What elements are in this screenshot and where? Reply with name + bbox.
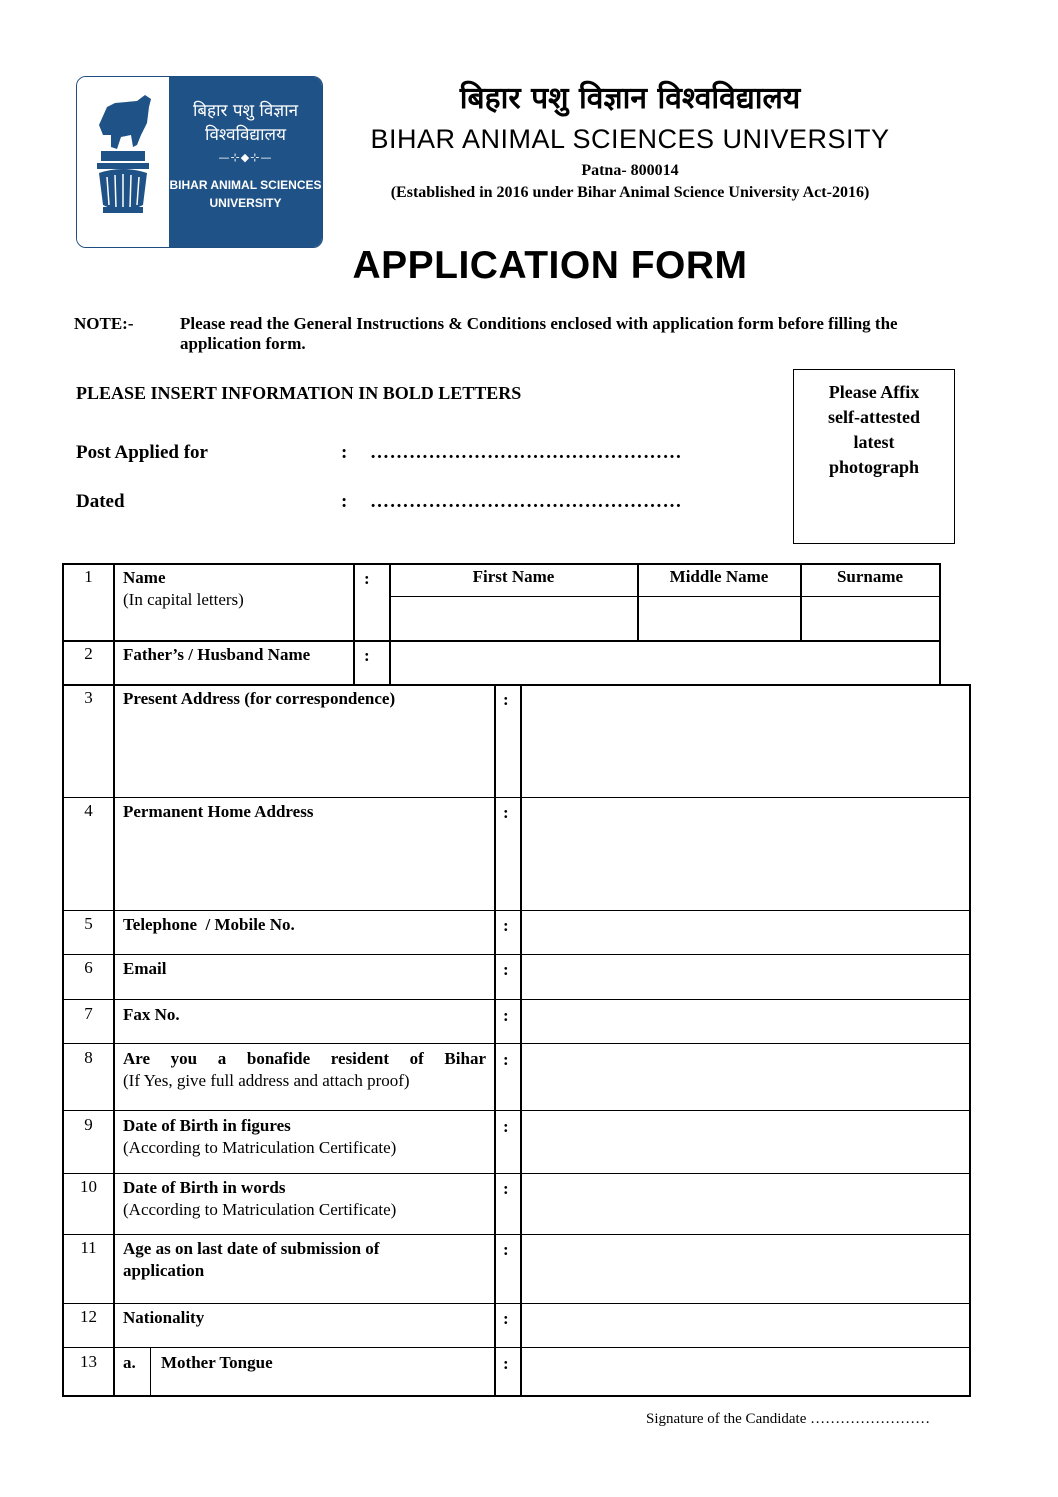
row-number: 11 [80, 1238, 97, 1257]
middle-name-field[interactable] [639, 598, 799, 639]
row-number: 9 [84, 1115, 93, 1134]
row-number: 2 [84, 644, 93, 663]
logo-text-panel [169, 77, 322, 247]
telephone-label: Telephone / Mobile No. [123, 915, 295, 934]
dated-label: Dated [76, 491, 125, 512]
dob-figures-label-text: Date of Birth in figures [123, 1116, 291, 1135]
university-address: Patna- 800014 [581, 162, 679, 179]
email-colon: : [503, 960, 509, 979]
first-name-field[interactable] [391, 598, 636, 639]
bihar-resident-label-sub: (If Yes, give full address and attach proof) [123, 1071, 410, 1090]
nationality-field[interactable] [522, 1305, 968, 1346]
present-address-field[interactable] [522, 686, 968, 796]
surname-field[interactable] [802, 598, 938, 639]
bold-letters-instruction: PLEASE INSERT INFORMATION IN BOLD LETTERS [76, 383, 522, 403]
row-number: 3 [84, 688, 93, 707]
university-hindi-title: बिहार पशु विज्ञान विश्वविद्यालय [459, 81, 801, 116]
dob-figures-field[interactable] [522, 1112, 968, 1172]
dob-figures-label [123, 1115, 488, 1159]
mother-tongue-label: Mother Tongue [161, 1353, 273, 1372]
logo-ornament: —⊹◆⊹— [218, 151, 273, 164]
email-label: Email [123, 959, 167, 978]
row-number: 13 [80, 1352, 97, 1371]
dob-words-field[interactable] [522, 1175, 968, 1233]
photo-box-line1: Please Affix [828, 382, 920, 402]
row-number: 5 [84, 914, 93, 933]
fax-field[interactable] [522, 1001, 968, 1042]
post-applied-colon: : [341, 442, 348, 463]
dated-colon: : [341, 491, 348, 512]
post-applied-field[interactable]: ………………………………………… [370, 442, 682, 463]
sub-letter-a: a. [123, 1353, 136, 1372]
first-name-header: First Name [472, 567, 555, 586]
row-number: 1 [84, 567, 93, 586]
row-number: 6 [84, 958, 93, 977]
surname-header: Surname [836, 567, 904, 586]
permanent-address-field[interactable] [522, 799, 968, 909]
telephone-field[interactable] [522, 912, 968, 953]
note-text: Please read the General Instructions & Conditions enclosed with application form before filling the application form. [180, 314, 898, 353]
present-address-label: Present Address (for correspondence) [123, 689, 396, 708]
bihar-resident-colon: : [503, 1050, 509, 1069]
dob-words-label-text: Date of Birth in words [123, 1178, 286, 1197]
name-colon: : [364, 569, 370, 588]
permanent-address-colon: : [503, 803, 509, 822]
fax-label: Fax No. [123, 1005, 180, 1024]
dated-field[interactable]: ………………………………………… [370, 491, 682, 512]
university-logo [76, 76, 323, 248]
father-husband-name-label: Father’s / Husband Name [123, 645, 311, 664]
form-title: APPLICATION FORM [352, 244, 748, 287]
bihar-resident-label-text: Are you a bonafide resident of Bihar [123, 1049, 486, 1068]
dob-words-label [123, 1177, 488, 1221]
name-label [123, 567, 351, 611]
logo-hindi-line2: विश्वविद्यालय [205, 125, 286, 145]
row-number: 8 [84, 1048, 93, 1067]
logo-english-line1: BIHAR ANIMAL SCIENCES [169, 178, 322, 192]
university-english-title: BIHAR ANIMAL SCIENCES UNIVERSITY [370, 124, 890, 154]
name-label-sub: (In capital letters) [123, 590, 244, 609]
dob-figures-label-sub: (According to Matriculation Certificate) [123, 1138, 397, 1157]
logo-hindi-line1: बिहार पशु विज्ञान [192, 101, 299, 121]
father-husband-name-field[interactable] [391, 642, 938, 683]
candidate-signature-line[interactable]: Signature of the Candidate …………………… [646, 1411, 931, 1427]
row-number: 10 [80, 1177, 97, 1196]
dob-words-colon: : [503, 1179, 509, 1198]
name-label-text: Name [123, 568, 166, 587]
age-field[interactable] [522, 1236, 968, 1302]
telephone-colon: : [503, 916, 509, 935]
row-number: 7 [84, 1004, 93, 1023]
permanent-address-label: Permanent Home Address [123, 802, 314, 821]
photo-box[interactable] [793, 369, 955, 544]
dob-figures-colon: : [503, 1117, 509, 1136]
bihar-resident-label [123, 1048, 486, 1092]
photo-box-line3: latest [853, 432, 895, 452]
photo-box-line4: photograph [828, 457, 920, 477]
photo-box-line2: self-attested [828, 407, 920, 427]
present-address-colon: : [503, 690, 509, 709]
fax-colon: : [503, 1006, 509, 1025]
age-label: Age as on last date of submission of application [123, 1239, 380, 1280]
mother-tongue-field[interactable] [522, 1349, 968, 1394]
nationality-colon: : [503, 1309, 509, 1328]
note-label: NOTE:- [74, 314, 134, 333]
mother-tongue-colon: : [503, 1354, 509, 1373]
father-name-colon: : [364, 646, 370, 665]
middle-name-header: Middle Name [669, 567, 769, 586]
dob-words-label-sub: (According to Matriculation Certificate) [123, 1200, 397, 1219]
bihar-resident-field[interactable] [522, 1045, 968, 1109]
bull-emblem-icon [77, 77, 169, 247]
email-field[interactable] [522, 956, 968, 998]
nationality-label: Nationality [123, 1308, 205, 1327]
post-applied-label: Post Applied for [76, 442, 208, 463]
row-number: 4 [84, 801, 93, 820]
age-colon: : [503, 1240, 509, 1259]
row-number: 12 [80, 1307, 97, 1326]
logo-english-line2: UNIVERSITY [209, 196, 282, 210]
university-established: (Established in 2016 under Bihar Animal Science University Act-2016) [390, 184, 870, 201]
